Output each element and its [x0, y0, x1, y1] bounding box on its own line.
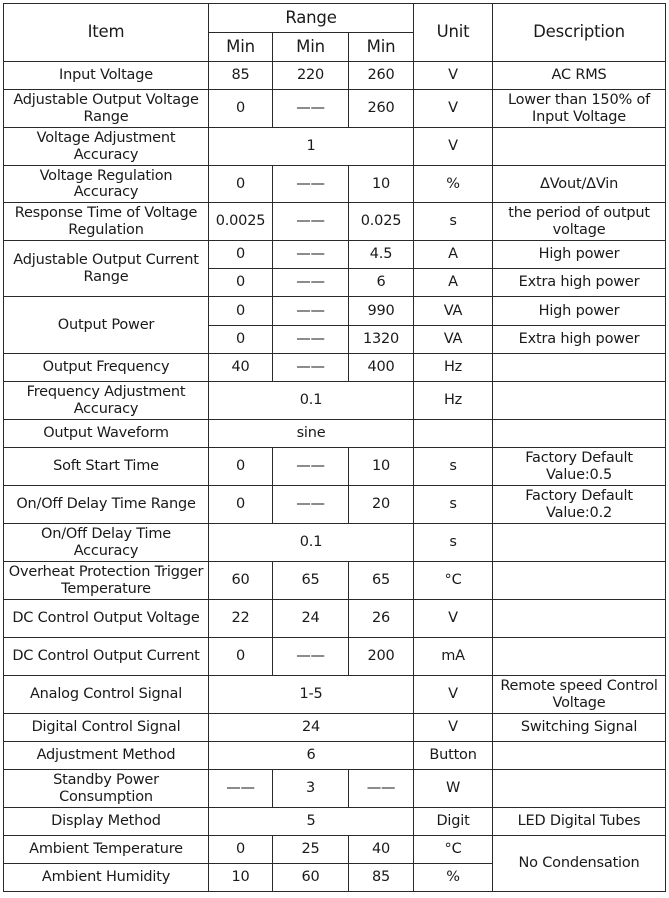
row-label: Response Time of Voltage Regulation — [4, 203, 209, 241]
cell-unit: Hz — [414, 382, 493, 420]
cell-min: 0 — [209, 166, 273, 203]
table-row — [4, 742, 666, 770]
cell-unit: s — [414, 203, 493, 241]
cell-desc: AC RMS — [493, 62, 666, 90]
table-row — [4, 676, 666, 714]
table-row — [4, 382, 666, 420]
cell-desc: High power — [493, 241, 666, 269]
row-label: Adjustable Output Current Range — [4, 241, 209, 297]
table-row — [4, 638, 666, 676]
row-label: DC Control Output Current — [4, 638, 209, 676]
table-row — [4, 562, 666, 600]
cell-desc — [493, 742, 666, 770]
row-label: Ambient Temperature — [4, 836, 209, 864]
cell-desc: LED Digital Tubes — [493, 808, 666, 836]
cell-value: 24 — [209, 714, 414, 742]
cell-min: 0 — [209, 90, 273, 128]
cell-unit: V — [414, 128, 493, 166]
cell-typ: —— — [273, 166, 349, 203]
table-row — [4, 836, 666, 864]
table-row — [4, 714, 666, 742]
cell-desc — [493, 600, 666, 638]
cell-max: 65 — [349, 562, 414, 600]
cell-max: 10 — [349, 166, 414, 203]
cell-desc — [493, 562, 666, 600]
row-label: Voltage Regulation Accuracy — [4, 166, 209, 203]
row-label: Soft Start Time — [4, 448, 209, 486]
row-label: Voltage Adjustment Accuracy — [4, 128, 209, 166]
table-row — [4, 770, 666, 808]
cell-unit: A — [414, 269, 493, 297]
cell-typ: 220 — [273, 62, 349, 90]
cell-desc — [493, 128, 666, 166]
cell-unit: V — [414, 90, 493, 128]
header-min: Min — [209, 33, 273, 62]
cell-max: 4.5 — [349, 241, 414, 269]
cell-unit: Hz — [414, 354, 493, 382]
cell-typ: 65 — [273, 562, 349, 600]
row-label: Adjustment Method — [4, 742, 209, 770]
cell-value: sine — [209, 420, 414, 448]
cell-typ: 60 — [273, 864, 349, 892]
table-row — [4, 354, 666, 382]
cell-typ: —— — [273, 203, 349, 241]
cell-min: 22 — [209, 600, 273, 638]
row-label: Digital Control Signal — [4, 714, 209, 742]
cell-max: 10 — [349, 448, 414, 486]
cell-unit: A — [414, 241, 493, 269]
cell-typ: —— — [273, 486, 349, 524]
cell-max: 260 — [349, 90, 414, 128]
cell-unit — [414, 420, 493, 448]
row-label: Standby Power Consumption — [4, 770, 209, 808]
cell-unit: % — [414, 864, 493, 892]
cell-desc — [493, 354, 666, 382]
row-label: Output Frequency — [4, 354, 209, 382]
cell-unit: % — [414, 166, 493, 203]
header-item: Item — [4, 4, 209, 62]
cell-typ: —— — [273, 638, 349, 676]
cell-desc: Switching Signal — [493, 714, 666, 742]
cell-min: 0 — [209, 269, 273, 297]
cell-typ: —— — [273, 326, 349, 354]
table-row — [4, 524, 666, 562]
cell-unit: s — [414, 486, 493, 524]
header-description: Description — [493, 4, 666, 62]
cell-min: 0 — [209, 241, 273, 269]
row-label: Output Waveform — [4, 420, 209, 448]
cell-min: 0 — [209, 836, 273, 864]
cell-desc: High power — [493, 297, 666, 326]
cell-max: 260 — [349, 62, 414, 90]
cell-typ: —— — [273, 269, 349, 297]
row-label: Display Method — [4, 808, 209, 836]
cell-min: —— — [209, 770, 273, 808]
cell-max: 20 — [349, 486, 414, 524]
cell-unit: Button — [414, 742, 493, 770]
row-label: Adjustable Output Voltage Range — [4, 90, 209, 128]
cell-max: 6 — [349, 269, 414, 297]
cell-typ: —— — [273, 241, 349, 269]
cell-min: 0 — [209, 486, 273, 524]
cell-max: 40 — [349, 836, 414, 864]
row-label: On/Off Delay Time Accuracy — [4, 524, 209, 562]
cell-unit: V — [414, 714, 493, 742]
header-max: Min — [349, 33, 414, 62]
cell-max: 990 — [349, 297, 414, 326]
cell-typ: —— — [273, 448, 349, 486]
cell-desc: Extra high power — [493, 326, 666, 354]
cell-typ: —— — [273, 90, 349, 128]
cell-typ: —— — [273, 297, 349, 326]
cell-min: 0 — [209, 297, 273, 326]
cell-min: 0 — [209, 326, 273, 354]
cell-value: 1 — [209, 128, 414, 166]
cell-unit: W — [414, 770, 493, 808]
row-label: DC Control Output Voltage — [4, 600, 209, 638]
cell-min: 0 — [209, 448, 273, 486]
cell-value: 5 — [209, 808, 414, 836]
cell-min: 40 — [209, 354, 273, 382]
table-row — [4, 600, 666, 638]
cell-value: 0.1 — [209, 524, 414, 562]
cell-typ: 3 — [273, 770, 349, 808]
cell-typ: —— — [273, 354, 349, 382]
cell-desc: Remote speed Control Voltage — [493, 676, 666, 714]
table-row — [4, 420, 666, 448]
cell-desc-ambient: No Condensation — [493, 836, 666, 892]
header-unit: Unit — [414, 4, 493, 62]
table-row — [4, 128, 666, 166]
table-row — [4, 297, 666, 326]
cell-min: 0.0025 — [209, 203, 273, 241]
cell-typ: 25 — [273, 836, 349, 864]
cell-desc — [493, 770, 666, 808]
table-row — [4, 166, 666, 203]
cell-desc: Lower than 150% of Input Voltage — [493, 90, 666, 128]
cell-desc — [493, 638, 666, 676]
cell-max: 85 — [349, 864, 414, 892]
cell-min: 85 — [209, 62, 273, 90]
cell-min: 60 — [209, 562, 273, 600]
cell-desc: the period of output voltage — [493, 203, 666, 241]
cell-unit: VA — [414, 297, 493, 326]
cell-unit: s — [414, 524, 493, 562]
cell-desc — [493, 420, 666, 448]
cell-desc: ΔVout/ΔVin — [493, 166, 666, 203]
table-row — [4, 62, 666, 90]
row-label: Analog Control Signal — [4, 676, 209, 714]
cell-unit: VA — [414, 326, 493, 354]
header-range: Range — [209, 4, 414, 33]
cell-typ: 24 — [273, 600, 349, 638]
table-row — [4, 203, 666, 241]
header-typ: Min — [273, 33, 349, 62]
cell-unit: V — [414, 600, 493, 638]
cell-max: 200 — [349, 638, 414, 676]
cell-max: 1320 — [349, 326, 414, 354]
cell-min: 0 — [209, 638, 273, 676]
row-label: Output Power — [4, 297, 209, 354]
cell-max: —— — [349, 770, 414, 808]
spec-table — [3, 3, 666, 892]
cell-unit: °C — [414, 836, 493, 864]
cell-unit: °C — [414, 562, 493, 600]
row-label: Input Voltage — [4, 62, 209, 90]
cell-unit: mA — [414, 638, 493, 676]
cell-unit: s — [414, 448, 493, 486]
row-label: On/Off Delay Time Range — [4, 486, 209, 524]
row-label: Ambient Humidity — [4, 864, 209, 892]
table-row — [4, 241, 666, 269]
cell-max: 0.025 — [349, 203, 414, 241]
cell-min: 10 — [209, 864, 273, 892]
cell-desc: Factory Default Value:0.2 — [493, 486, 666, 524]
cell-desc — [493, 382, 666, 420]
row-label: Overheat Protection Trigger Temperature — [4, 562, 209, 600]
cell-value: 6 — [209, 742, 414, 770]
cell-unit: Digit — [414, 808, 493, 836]
cell-value: 1-5 — [209, 676, 414, 714]
cell-desc: Extra high power — [493, 269, 666, 297]
cell-unit: V — [414, 62, 493, 90]
table-row — [4, 448, 666, 486]
cell-desc — [493, 524, 666, 562]
cell-desc: Factory Default Value:0.5 — [493, 448, 666, 486]
cell-value: 0.1 — [209, 382, 414, 420]
cell-max: 26 — [349, 600, 414, 638]
table-row — [4, 808, 666, 836]
table-row — [4, 486, 666, 524]
row-label: Frequency Adjustment Accuracy — [4, 382, 209, 420]
table-row — [4, 90, 666, 128]
cell-max: 400 — [349, 354, 414, 382]
cell-unit: V — [414, 676, 493, 714]
